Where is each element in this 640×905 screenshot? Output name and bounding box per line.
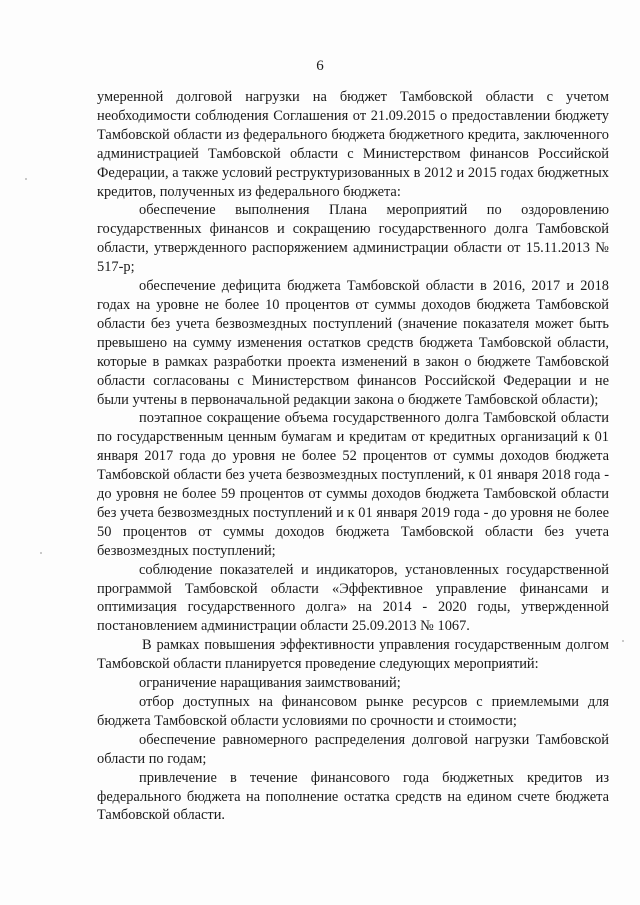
document-body <box>97 88 609 825</box>
paragraph-program-indicators: соблюдение показателей и индикаторов, установленных государственной программой Тамбовской области «Эффективное управление финансами и оптимизация государственного долга» на 2014 - 2020 годы, утвержденной постановлением администрации области 25.09.2013 № 1067. <box>97 561 609 635</box>
list-item-debt-distribution: обеспечение равномерного распределения долговой нагрузки Тамбовской области по годам; <box>97 731 609 767</box>
paragraph-deficit: обеспечение дефицита бюджета Тамбовской области в 2016, 2017 и 2018 годах на уровне не более 10 процентов от суммы доходов бюджета Тамбовской области без учета безвозмездных поступлений (значение показателя может быть превышено на сумму изменения остатков средств бюджета Тамбовской области, которые в рамках разработки проекта изменений в закон о бюджете Тамбовской области согласованы с Министерством финансов Российской Федерации и не были учтены в первоначальной редакции закона о бюджете Тамбовской области); <box>97 278 609 408</box>
page-number: 6 <box>316 58 324 74</box>
paragraph-debt-reduction: поэтапное сокращение объема государственного долга Тамбовской области по государственным ценным бумагам и кредитам от кредитных организаций к 01 января 2017 года до уровня не более 52 процентов от суммы доходов бюджета Тамбовской области без учета безвозмездных поступлений, к 01 января 2018 года - до уровня не более 59 процентов от суммы доходов бюджета Тамбовской области без учета безвозмездных поступлений и к 01 января 2019 года - до уровня не более 50 процентов от суммы доходов бюджета Тамбовской области без учета безвозмездных поступлений; <box>97 410 609 559</box>
scan-speck <box>40 552 42 554</box>
paragraph-plan-measures: обеспечение выполнения Плана мероприятий по оздоровлению государственных финансов и сокращению государственного долга Тамбовской области, утвержденного распоряжением администрации области от 15.11.2013 № 517-р; <box>97 202 609 276</box>
list-item-borrowing-limit: ограничение наращивания заимствований; <box>139 675 401 692</box>
list-item-resource-selection: отбор доступных на финансовом рынке ресурсов с приемлемыми для бюджета Тамбовской области условиями по срочности и стоимости; <box>97 694 609 729</box>
list-item-budget-credits: привлечение в течение финансового года бюджетных кредитов из федерального бюджета на пополнение остатка средств на едином счете бюджета Тамбовской области. <box>97 769 609 824</box>
paragraph-continuation: умеренной долговой нагрузки на бюджет Тамбовской области с учетом необходимости соблюдения Соглашения от 21.09.2015 о предоставлении бюджету Тамбовской области из федерального бюджета бюджетного кредита, заключенного администрацией Тамбовской области с Министерством финансов Российской Федерации, а также условий реструктуризованных в 2012 и 2015 годах бюджетных кредитов, полученных из федерального бюджета: <box>97 89 609 200</box>
paragraph-planned-measures-intro: В рамках повышения эффективности управления государственным долгом Тамбовской области планируется проведение следующих мероприятий: <box>97 637 609 673</box>
scan-speck <box>25 178 27 180</box>
scan-speck <box>622 640 624 642</box>
